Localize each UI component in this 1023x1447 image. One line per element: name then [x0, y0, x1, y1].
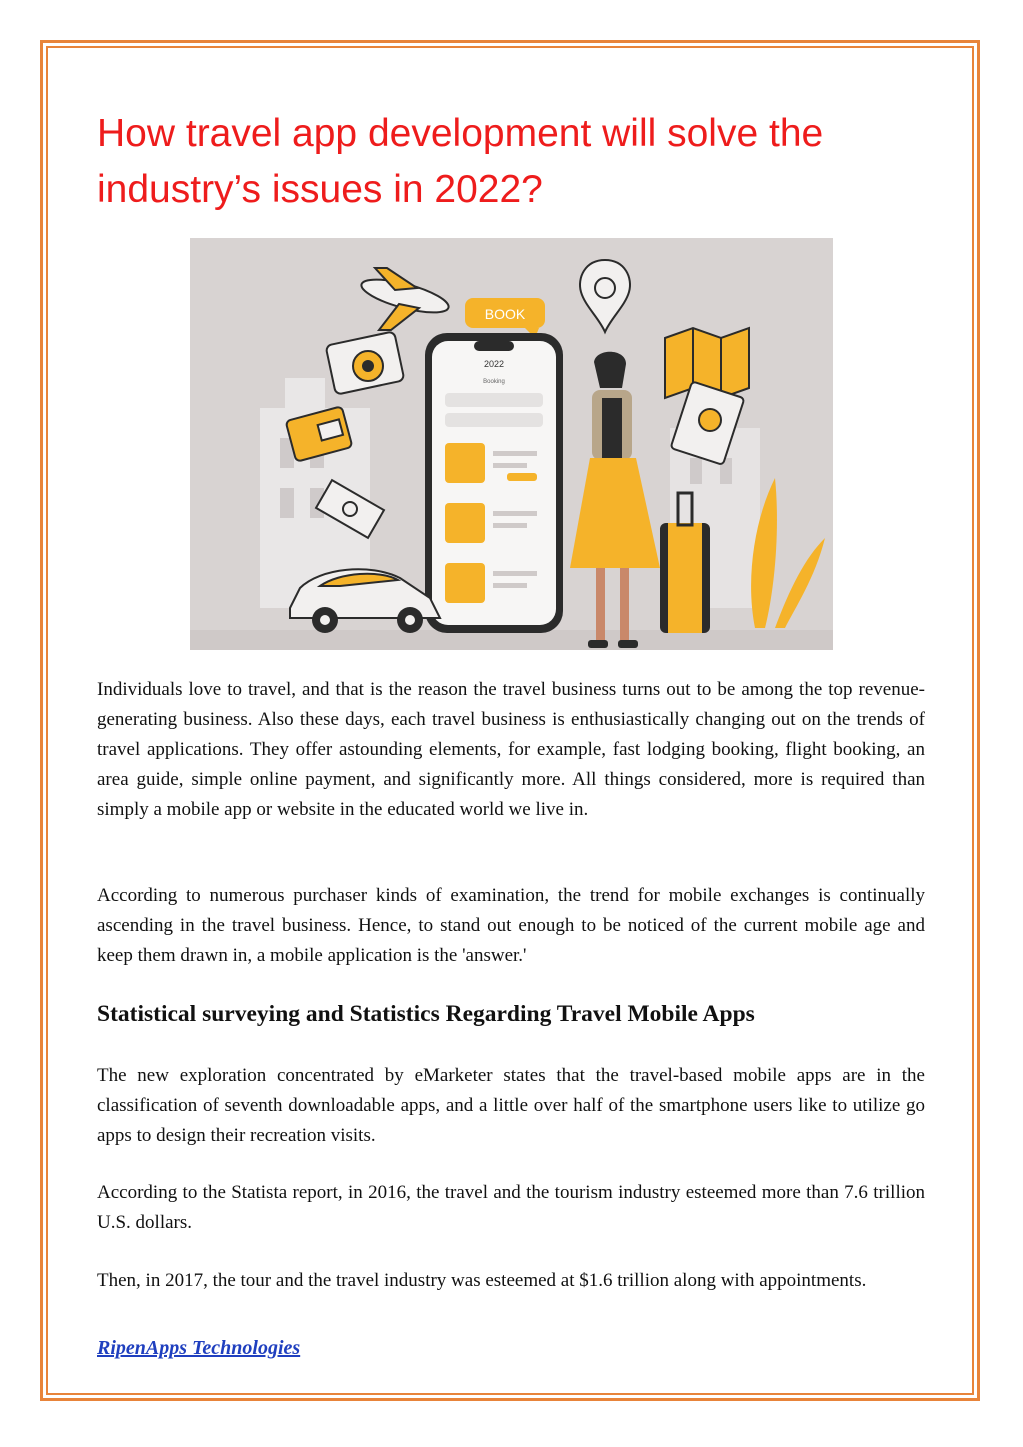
svg-text:Booking: Booking — [483, 379, 505, 385]
statista-paragraph: According to the Statista report, in 2016, the travel and the tourism industry esteemed more than 7.6 trillion U.S. dollars. — [97, 1182, 925, 1233]
company-link[interactable]: RipenApps Technologies — [97, 1337, 301, 1359]
section-heading: Statistical surveying and Statistics Regarding Travel Mobile Apps — [97, 1001, 755, 1027]
article-title: How travel app development will solve the industry’s issues in 2022? — [97, 112, 824, 211]
phone-mockup — [425, 333, 563, 633]
svg-text:2022: 2022 — [483, 359, 505, 369]
svg-text:BOOK: BOOK — [484, 306, 526, 322]
taxi-car-icon — [290, 569, 440, 633]
tour-industry-paragraph: Then, in 2017, the tour and the travel industry was esteemed at $1.6 trillion along with appointments. — [97, 1270, 867, 1291]
emarketer-paragraph: The new exploration concentrated by eMarketer states that the travel-based mobile apps are in the classification of seventh downloadable apps, and a little over half of the smartphone users like to utilize go apps to design their recreation visits. — [97, 1065, 925, 1146]
location-pin-icon — [580, 260, 630, 332]
intro-paragraph: Individuals love to travel, and that is the reason the travel business turns out to be among the top revenue-generating business. Also these days, each travel business is enthusiastically changing out on the trends of travel applications. They offer astounding elements, for example, fast lodging booking, flight booking, an area guide, simple online payment, and significantly more. All things considered, more is required than simply a mobile app or website in the educated world we live in. — [97, 679, 925, 820]
trend-paragraph: According to numerous purchaser kinds of examination, the trend for mobile exchanges is continually ascending in the travel business. Hence, to stand out enough to be noticed of the current mobile age and keep them drawn in, a mobile application is the 'answer.' — [97, 885, 925, 966]
airplane-icon — [358, 268, 451, 330]
camera-icon — [326, 331, 405, 394]
book-badge — [465, 298, 545, 338]
plant-decoration — [751, 478, 825, 628]
travel-app-illustration — [190, 238, 833, 650]
hero-illustration — [190, 238, 833, 650]
woman-figure — [570, 352, 660, 648]
